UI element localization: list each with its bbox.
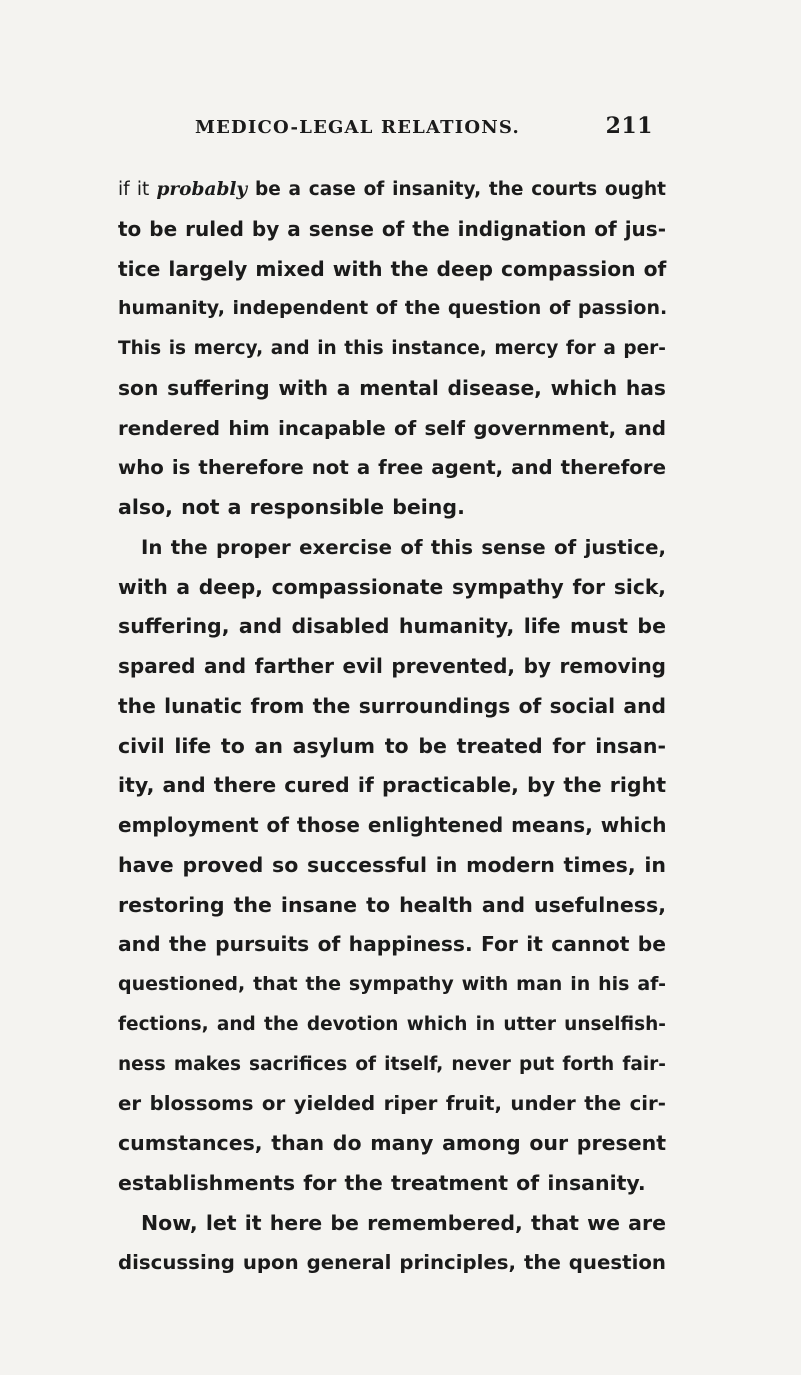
page-number: 211 xyxy=(605,113,653,139)
text-run: if it xyxy=(118,179,157,200)
text-line: In the proper exercise of this sense of justice, xyxy=(141,535,666,559)
text-line: restoring the insane to health and usefulness, xyxy=(118,892,666,917)
text-line: This is mercy, and in this instance, mercy for a per- xyxy=(118,338,666,359)
text-line: questioned, that the sympathy with man in his af- xyxy=(118,973,666,995)
text-line xyxy=(118,170,666,210)
text-line: rendered him incapable of self government, and xyxy=(118,416,666,440)
body-text xyxy=(118,170,666,1283)
text-line: humanity, independent of the question of passion. xyxy=(118,297,668,320)
text-line: spared and farther evil prevented, by removing xyxy=(118,654,666,678)
text-line: employment of those enlightened means, which xyxy=(118,813,667,837)
text-line: and the pursuits of happiness. For it cannot be xyxy=(118,932,666,957)
text-line: have proved so successful in modern times, in xyxy=(118,852,666,877)
text-line: the lunatic from the surroundings of social and xyxy=(118,693,666,718)
text-line: suffering, and disabled humanity, life must be xyxy=(118,614,666,639)
text-line: civil life to an asylum to be treated for insan- xyxy=(118,733,666,758)
text-line: tice largely mixed with the deep compassion of xyxy=(118,256,667,281)
text-line: to be ruled by a sense of the indignation of jus- xyxy=(118,216,666,241)
text-line: son suffering with a mental disease, which has xyxy=(118,375,666,400)
text-line: who is therefore not a free agent, and therefore xyxy=(118,456,666,480)
text-line: discussing upon general principles, the question xyxy=(118,1251,666,1275)
text-line: Now, let it here be remembered, that we are xyxy=(141,1210,666,1235)
text-line: er blossoms or yielded riper fruit, under the cir- xyxy=(118,1092,666,1116)
text-line: ity, and there cured if practicable, by the right xyxy=(118,773,666,798)
text-line: establishments for the treatment of insanity. xyxy=(118,1170,646,1195)
text-line: cumstances, than do many among our present xyxy=(118,1131,666,1155)
text-run: be a case of insanity, the courts ought xyxy=(247,179,666,200)
text-line: ness makes sacrifices of itself, never put forth fair- xyxy=(118,1053,666,1075)
text-line: with a deep, compassionate sympathy for sick, xyxy=(118,574,666,599)
emphasized-word: probably xyxy=(156,179,248,200)
running-head-title: MEDICO-LEGAL RELATIONS. xyxy=(195,117,520,138)
text-line: also, not a responsible being. xyxy=(118,495,465,519)
running-head xyxy=(195,113,653,145)
text-line: fections, and the devotion which in utter unselfish- xyxy=(118,1013,666,1035)
